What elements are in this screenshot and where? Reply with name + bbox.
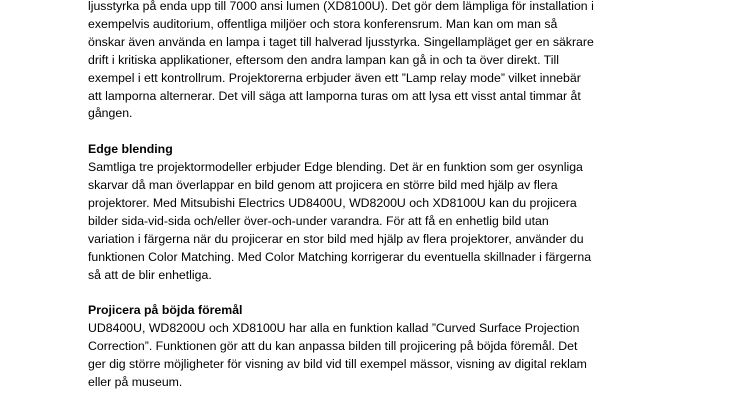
edge-blending-paragraph [88, 159, 688, 284]
paragraph-line: drift i kritiska applikationer, eftersom den andra lampan kan gå in och ta över direkt. Till [88, 52, 559, 67]
paragraph-line: eller på museum. [88, 375, 183, 389]
paragraph-line: så att de blir enhetliga. [88, 267, 212, 282]
paragraph-line: funktionen Color Matching. Med Color Matching korrigerar du eventuella skillnader i färgerna [88, 249, 592, 264]
paragraph-line: bilder sida-vid-sida och/eller över-och-under varandra. För att få en enhetlig bild utan [88, 213, 549, 228]
paragraph-line: ger dig större möjligheter för visning av bild vid till exempel mässor, visning av digital reklam [88, 357, 587, 372]
intro-paragraph [88, 0, 688, 123]
paragraph-line: variation i färgerna när du projicerar en stor bild med hjälp av flera projektorer, använder du [88, 231, 584, 246]
paragraph-line: exempelvis auditorium, offentliga miljöer och stora konferensrum. Man kan om man så [88, 16, 558, 31]
paragraph-line: ljusstyrka på enda upp till 7000 ansi lumen (XD8100U). Det gör dem lämpliga för installation i [88, 0, 594, 13]
curved-projection-paragraph [88, 320, 688, 392]
paragraph-line: UD8400U, WD8200U och XD8100U har alla en funktion kallad ”Curved Surface Projection [88, 321, 580, 336]
paragraph-spacer [88, 284, 688, 302]
paragraph-line: gången. [88, 106, 133, 121]
section-heading-curved-projection: Projicera på böjda föremål [88, 303, 243, 318]
paragraph-line: Samtliga tre projektormodeller erbjuder Edge blending. Det är en funktion som ger osynliga [88, 160, 583, 175]
document-page [88, 0, 688, 392]
paragraph-line: skarvar då man överlappar en bild genom att projicera en större bild med hjälp av flera [88, 178, 558, 193]
paragraph-line: önskar även använda en lampa i taget till halverad ljusstyrka. Singellampläget ger en säkrare [88, 34, 594, 49]
paragraph-line: att lamporna alternerar. Det vill säga att lamporna turas om att lysa ett visst antal timmar åt [88, 88, 581, 103]
paragraph-line: exempel i ett kontrollrum. Projektorerna erbjuder även ett ”Lamp relay mode” vilket innebär [88, 70, 581, 85]
section-heading-edge-blending: Edge blending [88, 142, 173, 157]
paragraph-line: Correction”. Funktionen gör att du kan anpassa bilden till projicering på böjda föremål. Det [88, 339, 578, 354]
paragraph-spacer [88, 123, 688, 141]
paragraph-line: projektorer. Med Mitsubishi Electrics UD8400U, WD8200U och XD8100U kan du projicera [88, 195, 577, 210]
